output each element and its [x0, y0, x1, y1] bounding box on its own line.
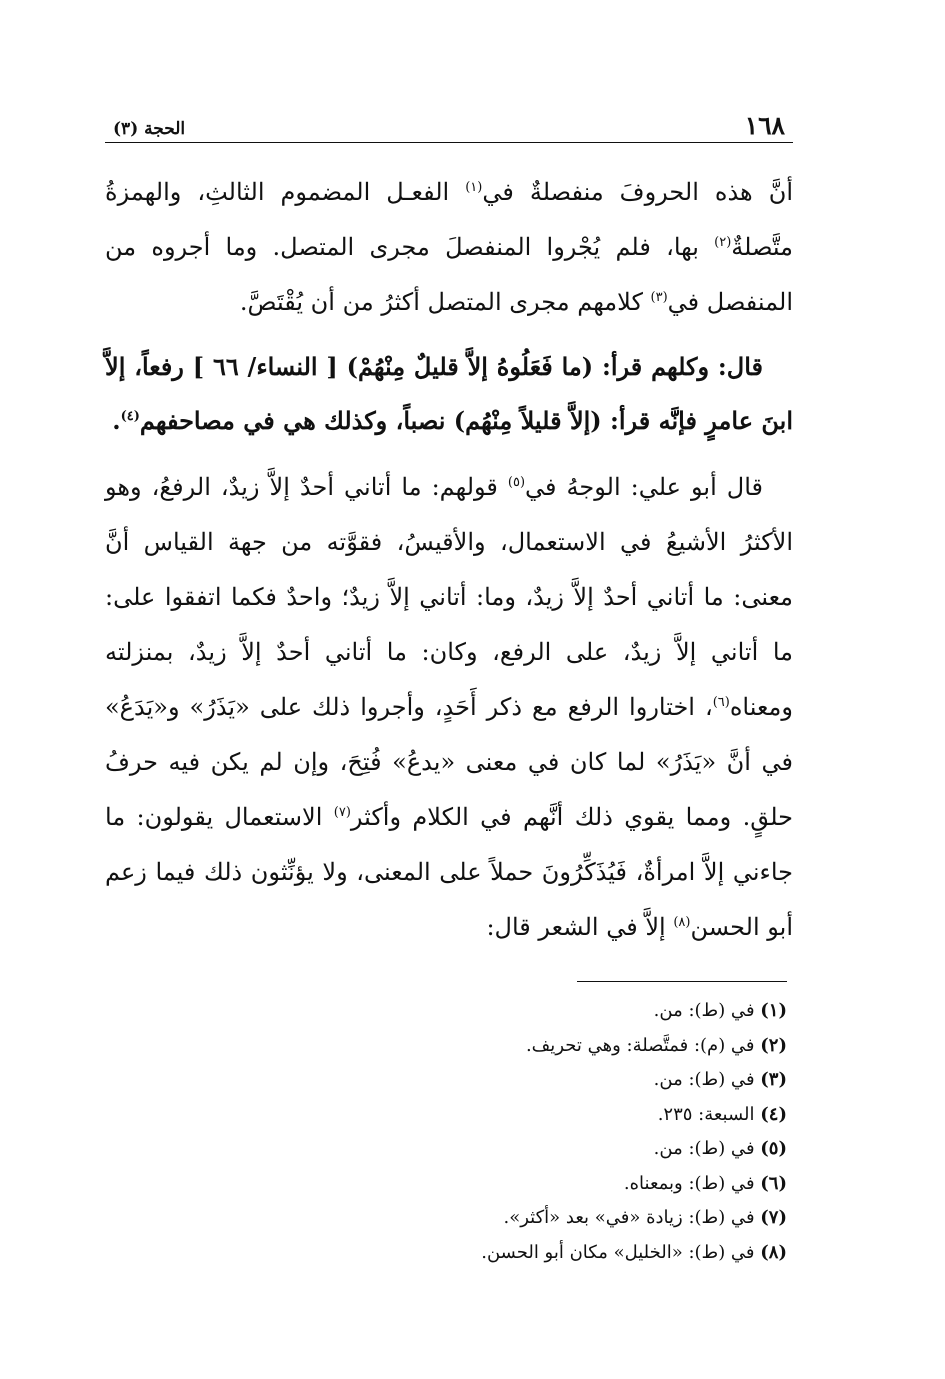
text-run: قال: وكلهم قرأ: (ما فَعَلُوهُ إلاَّ قليلٌ مِنْهُمْ) [ النساء/ ٦٦ ] رفعاً، إلاَّ ابنَ عامرٍ فإنَّه قرأ: (إلاَّ قليلاً مِنْهُم) نصباً، وكذلك هي في مصاحفهم [105, 352, 793, 435]
text-run: إلاَّ في الشعر قال: [486, 913, 674, 941]
footnote-number: (٣) [760, 1069, 787, 1090]
book-page [105, 98, 793, 1270]
text-run: . [112, 406, 121, 435]
footnote-marker: (٢) [714, 235, 732, 250]
main-text [105, 165, 793, 955]
text-run: بها، فلم يُجْروا المنفصلَ مجرى المتصل. وما أجروه من المنفصل في [105, 233, 793, 316]
footnote-item [105, 1098, 787, 1133]
footnote-marker: (٨) [673, 915, 691, 930]
footnote-item [105, 1167, 787, 1202]
text-run: أنَّ هذه الحروفَ منفصلةٌ في [482, 178, 793, 206]
page-number: ١٦٨ [744, 111, 785, 140]
footnote-number: (٧) [760, 1207, 787, 1228]
footnote-marker: (٣) [650, 290, 668, 305]
text-run: قال أبو علي: الوجهُ في [525, 473, 764, 501]
footnote-divider [577, 981, 787, 982]
footnote-number: (٤) [760, 1103, 787, 1125]
footnote-item [105, 1201, 787, 1236]
footnote-number: (٦) [760, 1172, 787, 1194]
text-run: قولهم: ما أتاني أحدٌ إلاَّ زيدٌ، الرفعُ، وهو الأكثرُ الأشيعُ في الاستعمال، والأقيسُ، فقوَّته من جهة القياس أنَّ معنى: ما أتاني أحدٌ إلاَّ زيدٌ، وما: أتاني إلاَّ زيدٌ؛ واحدٌ فكما اتفقوا على: ما أتاني إلاَّ زيدٌ، على الرفع، وكان: ما أتاني أحدٌ إلاَّ زيدٌ، بمنزلته ومعناه [105, 473, 793, 721]
paragraph-3 [105, 460, 793, 955]
footnote-text: في (ط): «الخليل» مكان أبو الحسن. [481, 1241, 761, 1263]
footnote-marker: (٧) [333, 805, 351, 820]
paragraph-1 [105, 165, 793, 330]
footnote-text: في (م): فمتَّصلة: وهي تحريف. [525, 1034, 761, 1056]
text-run: كلامهم مجرى المتصل أكثرُ من أن يُقْتَصَّ. [239, 288, 651, 316]
footnote-marker: (٥) [507, 475, 526, 490]
footnote-text: في (ط): من. [653, 1138, 761, 1159]
text-run: الفعـل المضموم الثالثِ، والهمزةُ متَّصلةٌ [105, 178, 793, 261]
text-run: الاستعمال يقولون: ما جاءني إلاَّ امرأةٌ، فَيُذَكِّرُونَ حملاً على المعنى، ولا يؤنِّثون ذلك فيما زعم أبو الحسن [105, 803, 793, 941]
footnote-number: (٨) [760, 1241, 787, 1263]
footnote-item [105, 994, 787, 1029]
footnote-item [105, 1132, 787, 1167]
text-run: ، اختاروا الرفع مع ذكر أَحَدٍ، وأجروا ذلك على «يَذَرُ» و«يَدَعُ» في أنَّ «يَذَرُ» لما كان في معنى «يدعُ» فُتِحَ، وإن لم يكن فيه حرفُ حلقٍ. ومما يقوي ذلك أنَّهم في الكلام وأكثر [105, 693, 793, 831]
running-title: الحجة (٣) [113, 119, 186, 139]
footnote-text: في (ط): من. [653, 1000, 761, 1021]
footnotes [105, 994, 793, 1270]
page-header [105, 98, 793, 143]
footnote-number: (١) [760, 1000, 787, 1021]
footnote-text: السبعة: ٢٣٥. [657, 1103, 761, 1125]
footnote-number: (٥) [760, 1138, 787, 1159]
footnote-text: في (ط): زيادة «في» بعد «أكثر». [503, 1207, 761, 1228]
footnote-item [105, 1063, 787, 1098]
footnote-number: (٢) [760, 1034, 787, 1056]
footnote-marker: (٤) [120, 409, 140, 424]
footnote-item [105, 1236, 787, 1271]
footnote-item [105, 1029, 787, 1064]
paragraph-2 [105, 340, 793, 448]
footnote-text: في (ط): من. [653, 1069, 761, 1090]
footnote-text: في (ط): وبمعناه. [623, 1172, 761, 1194]
footnote-marker: (٦) [712, 695, 730, 710]
footnote-marker: (١) [465, 180, 483, 195]
